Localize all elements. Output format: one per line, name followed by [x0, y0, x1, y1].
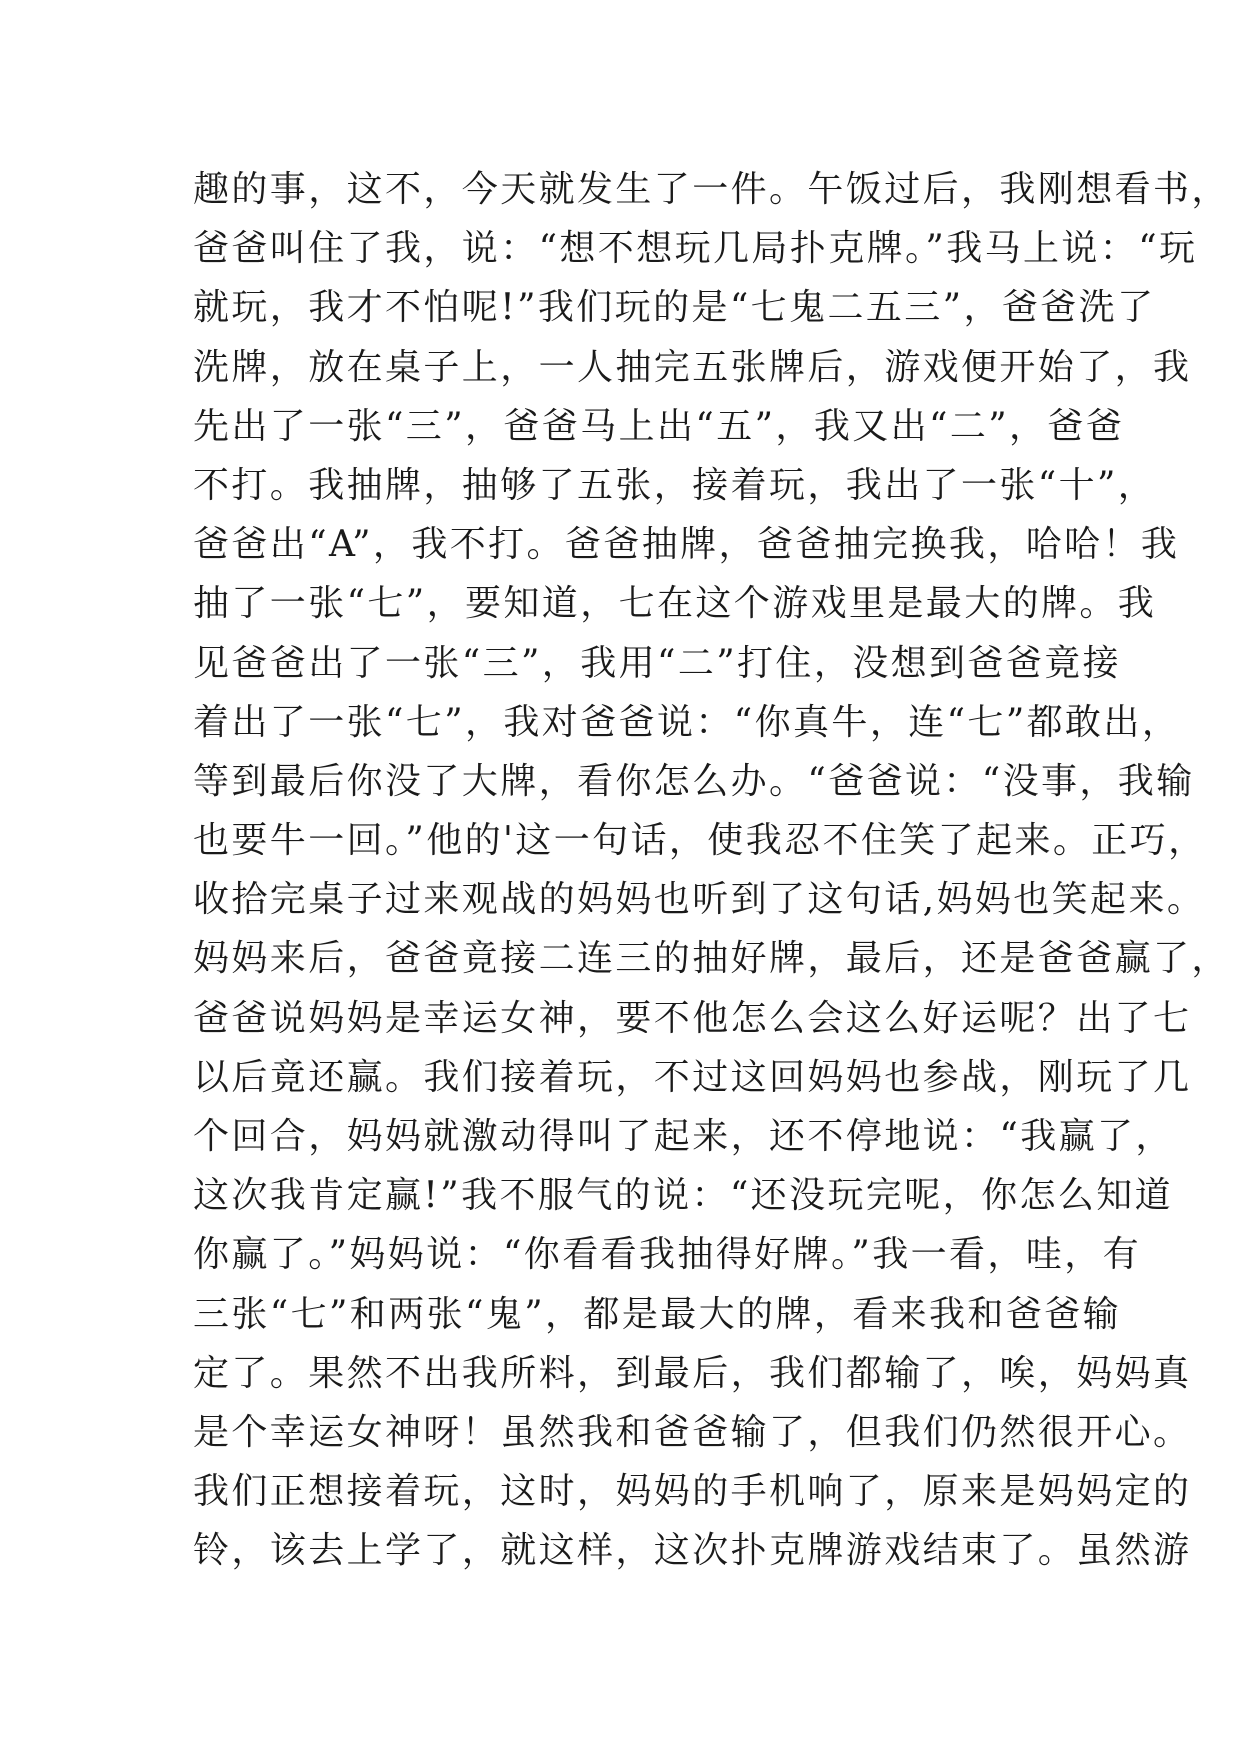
- text-line-10: 着出了一张“七”，我对爸爸说：“你真牛，连“七”都敢出，: [193, 701, 1181, 743]
- text-line-6: 不打。我抽牌，抽够了五张，接着玩，我出了一张“十”，: [193, 464, 1157, 506]
- text-line-14: 妈妈来后，爸爸竟接二连三的抽好牌，最后，还是爸爸赢了，: [193, 938, 1230, 980]
- text-line-22: 是个幸运女神呀！虽然我和爸爸输了，但我们仍然很开心。: [193, 1411, 1192, 1453]
- text-line-8: 抽了一张“七”，要知道，七在这个游戏里是最大的牌。我: [193, 583, 1157, 625]
- text-line-20: 三张“七”和两张“鬼”，都是最大的牌，看来我和爸爸输: [193, 1293, 1122, 1335]
- text-line-12: 也要牛一回。”他的'这一句话，使我忍不住笑了起来。正巧，: [193, 820, 1207, 862]
- text-line-9: 见爸爸出了一张“三”，我用“二”打住，没想到爸爸竟接: [193, 642, 1122, 684]
- text-line-16: 以后竟还赢。我们接着玩，不过这回妈妈也参战，刚玩了几: [193, 1056, 1192, 1098]
- text-line-18: 这次我肯定赢!”我不服气的说：“还没玩完呢，你怎么知道: [193, 1175, 1174, 1217]
- text-line-23: 我们正想接着玩，这时，妈妈的手机响了，原来是妈妈定的: [193, 1471, 1192, 1513]
- body-text: [193, 160, 1230, 1581]
- text-line-11: 等到最后你没了大牌，看你怎么办。“爸爸说：“没事，我输: [193, 760, 1195, 802]
- text-line-17: 个回合，妈妈就激动得叫了起来，还不停地说：“我赢了，: [193, 1116, 1174, 1157]
- text-line-13: 收拾完桌子过来观战的妈妈也听到了这句话,妈妈也笑起来。: [193, 879, 1206, 921]
- text-line-1: 趣的事，这不，今天就发生了一件。午饭过后，我刚想看书，: [193, 169, 1230, 210]
- text-line-4: 洗牌，放在桌子上，一人抽完五张牌后，游戏便开始了，我: [193, 346, 1192, 388]
- text-line-15: 爸爸说妈妈是幸运女神，要不他怎么会这么好运呢？出了七: [193, 997, 1192, 1039]
- text-line-19: 你赢了。”妈妈说：“你看看我抽得好牌。”我一看，哇，有: [193, 1234, 1142, 1276]
- text-line-5: 先出了一张“三”，爸爸马上出“五”，我又出“二”，爸爸: [193, 405, 1125, 447]
- text-line-7: 爸爸出“A”，我不打。爸爸抽牌，爸爸抽完换我，哈哈！我: [193, 524, 1180, 566]
- text-line-3: 就玩，我才不怕呢!”我们玩的是“七鬼二五三”，爸爸洗了: [193, 287, 1156, 329]
- text-line-2: 爸爸叫住了我，说：“想不想玩几局扑克牌。”我马上说：“玩: [193, 228, 1198, 270]
- text-line-21: 定了。果然不出我所料，到最后，我们都输了，唉，妈妈真: [193, 1352, 1192, 1394]
- text-line-24: 铃，该去上学了，就这样，这次扑克牌游戏结束了。虽然游: [193, 1530, 1192, 1572]
